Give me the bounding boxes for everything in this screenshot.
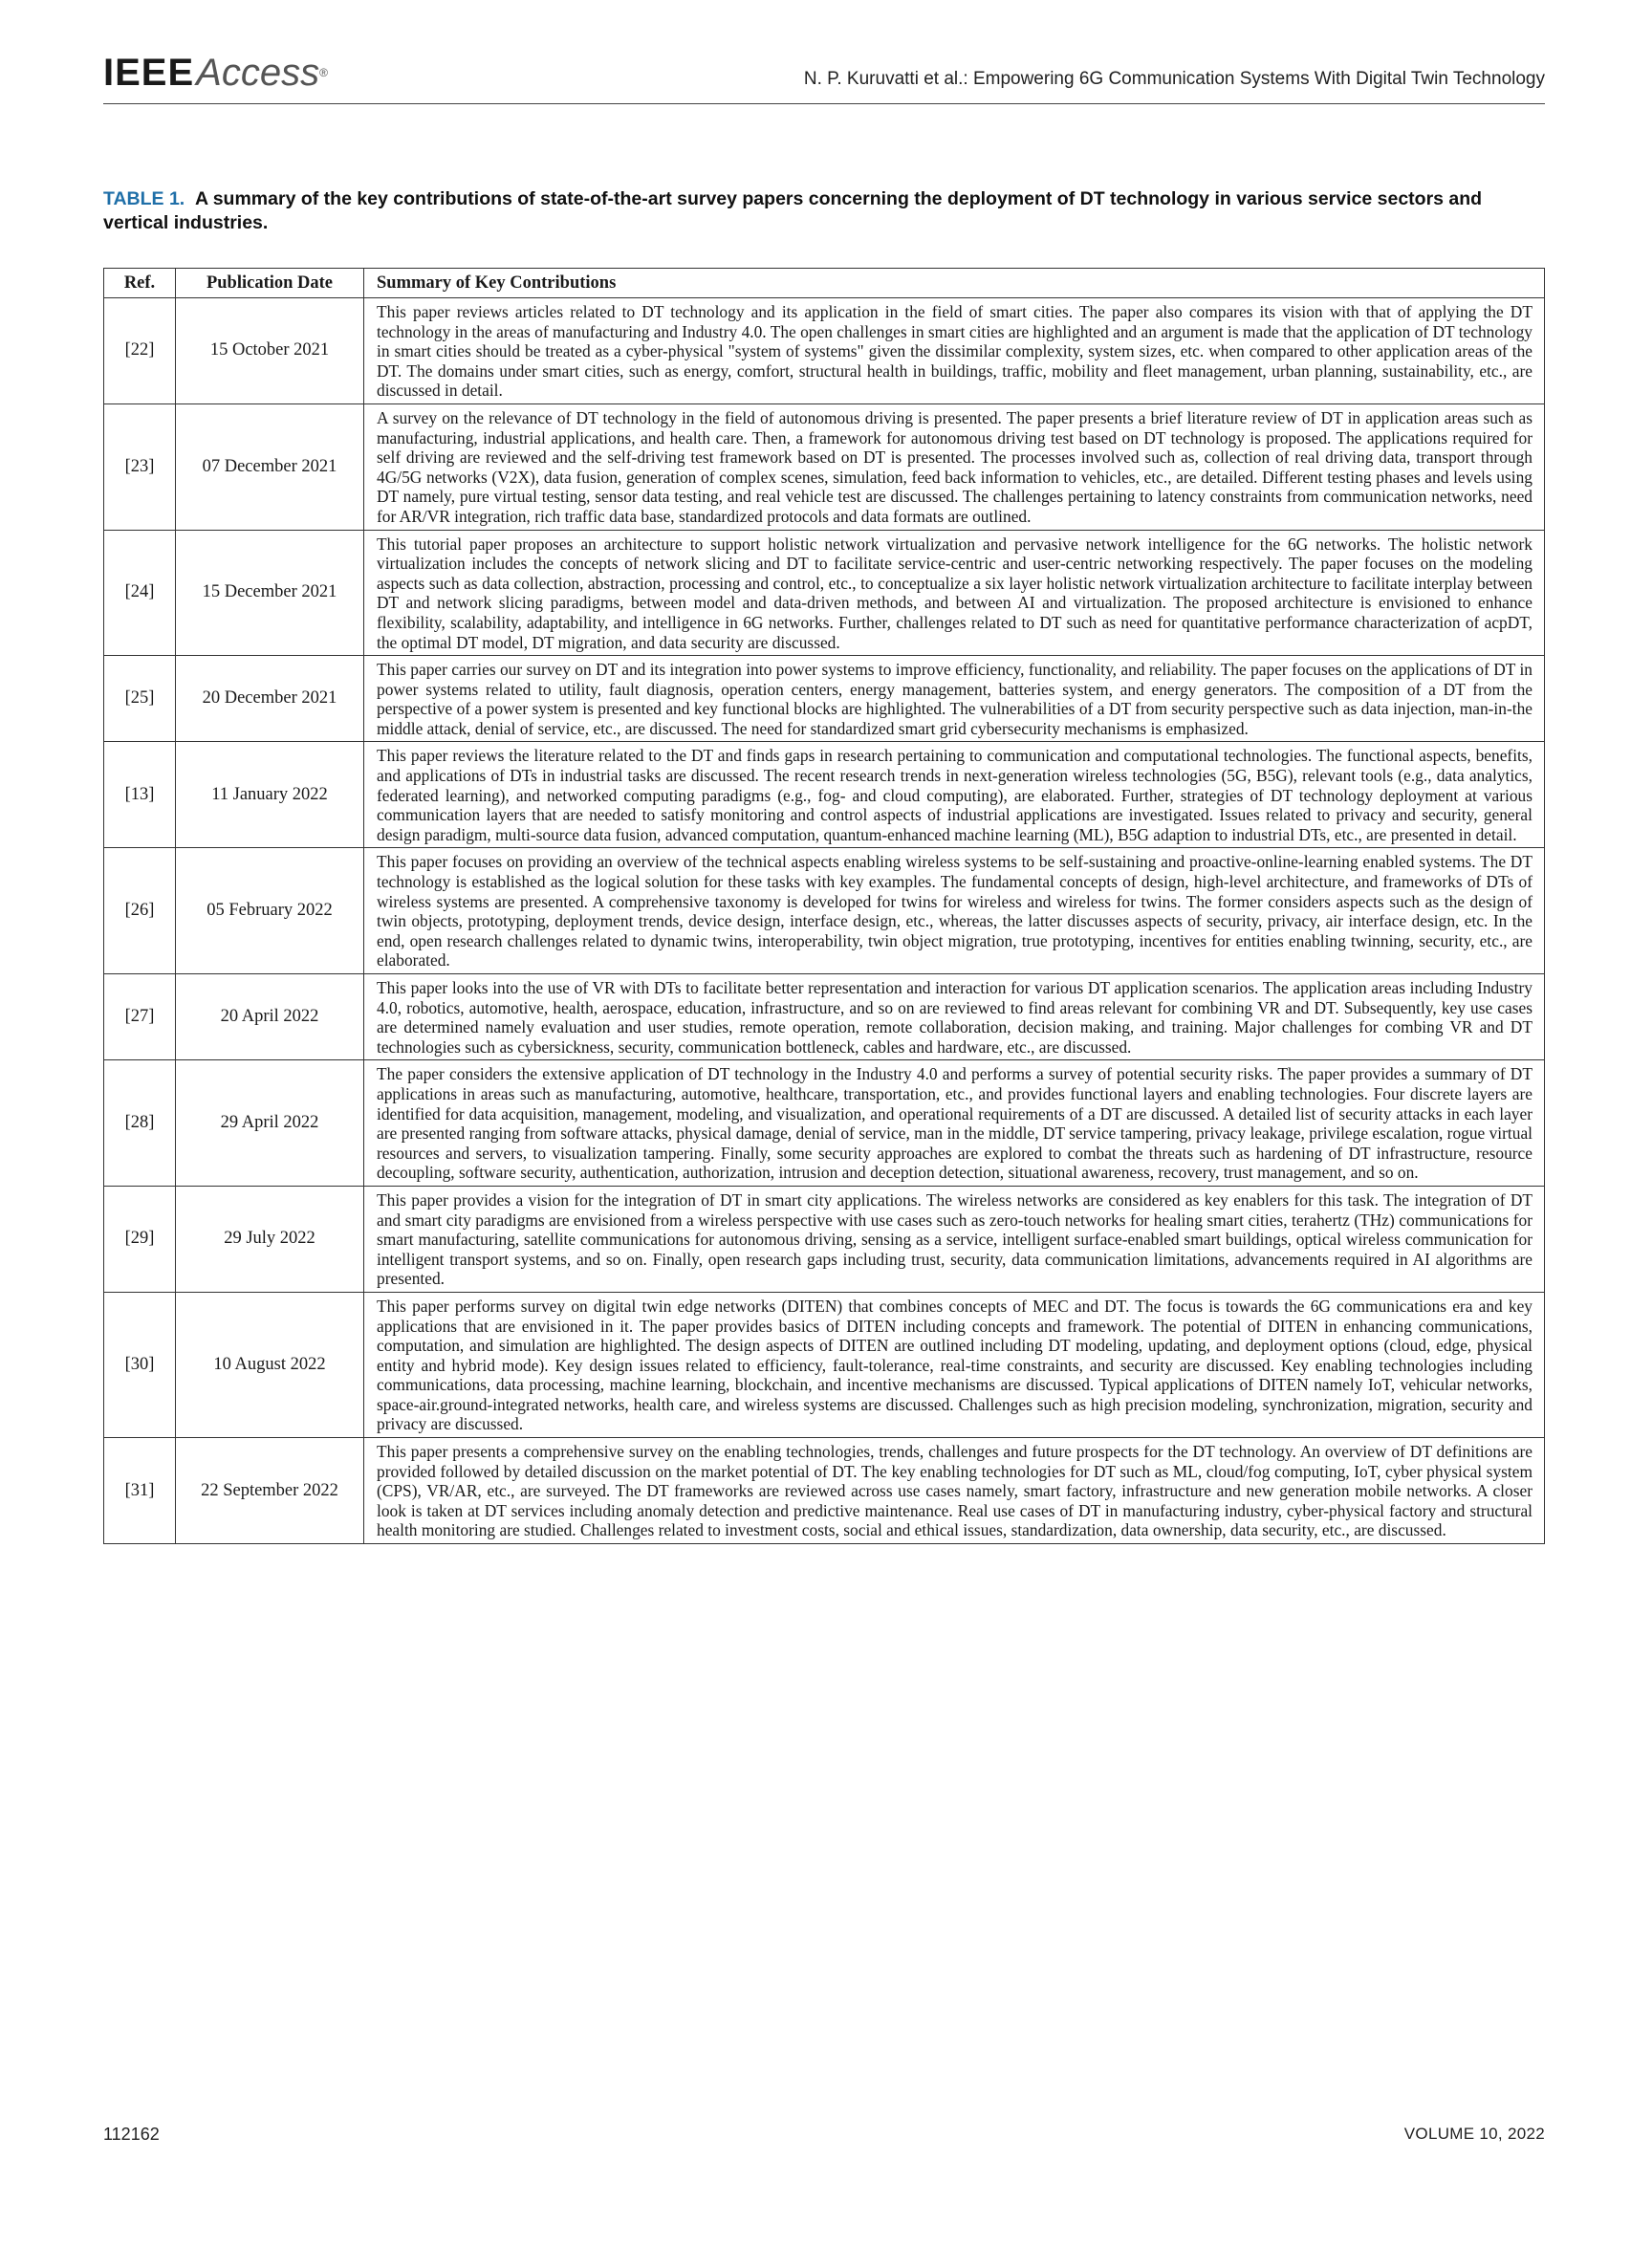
cell-date: 20 December 2021 bbox=[176, 656, 364, 742]
cell-date: 22 September 2022 bbox=[176, 1438, 364, 1544]
cell-summary: This paper performs survey on digital twin edge networks (DITEN) that combines concepts of MEC and DT. The focus is towards the 6G communications era and key applications that are envisioned in it. The paper provides basics of DITEN including concepts and framework. The potential of DITEN in enhancing communications, computation, and simulation are highlighted. The design aspects of DITEN are outlined including DT modeling, updating, and deployment options (cloud, edge, physical entity and hybrid mode). Key design issues related to efficiency, fault-tolerance, real-time constraints, and security are discussed. Key enabling technologies including communications, data processing, machine learning, blockchain, and incentive mechanisms are discussed. Typical applications of DITEN namely IoT, vehicular networks, space-air.ground-integrated networks, health care, and wireless systems are discussed. Challenges such as high precision modeling, synchronization, migration, security and privacy are discussed. bbox=[364, 1292, 1545, 1437]
table-row bbox=[104, 1292, 1545, 1437]
cell-date: 10 August 2022 bbox=[176, 1292, 364, 1437]
cell-summary: This tutorial paper proposes an architecture to support holistic network virtualization and pervasive network intelligence for the 6G networks. The holistic network virtualization includes the concepts of network slicing and DT to facilitate service-centric and user-centric networking respectively. The paper focuses on the modeling aspects such as data collection, abstraction, processing and control, etc., to conceptualize a six layer holistic network virtualization architecture to facilitate interplay between DT and network slicing paradigms, between model and data-driven methods, and between AI and virtualization. The proposed architecture is envisioned to enhance flexibility, scalability, adaptability, and intelligence in 6G networks. Further, challenges related to DT such as need for quantitative performance characterization of acpDT, the optimal DT model, DT migration, and data security are discussed. bbox=[364, 530, 1545, 656]
page-number: 112162 bbox=[103, 2125, 160, 2144]
header-ref: Ref. bbox=[104, 269, 176, 298]
header-publication-date: Publication Date bbox=[176, 269, 364, 298]
cell-date: 20 April 2022 bbox=[176, 974, 364, 1060]
table-row bbox=[104, 742, 1545, 848]
cell-ref: [25] bbox=[104, 656, 176, 742]
cell-summary: The paper considers the extensive application of DT technology in the Industry 4.0 and performs a survey of potential security risks. The paper provides a summary of DT applications in areas such as manufacturing, automotive, healthcare, transportation, etc., and provides functional layers and enabling technologies. Four discrete layers are identified for data acquisition, management, modeling, and visualization, and operational requirements of a DT are discussed. A detailed list of security attacks in each layer are presented ranging from software attacks, physical damage, denial of service, man in the middle, DT service tampering, privacy leakage, privilege escalation, rogue virtual resources and servers, to visualization tampering. Finally, some security approaches are explored to combat the threats such as hardening of DT infrastructure, resource decoupling, software security, authentication, authorization, intrusion and deception detection, situational awareness, recovery, trust management, and so on. bbox=[364, 1060, 1545, 1187]
table-row bbox=[104, 1438, 1545, 1544]
cell-date: 29 April 2022 bbox=[176, 1060, 364, 1187]
cell-summary: A survey on the relevance of DT technology in the field of autonomous driving is presented. The paper presents a brief literature review of DT in application areas such as manufacturing, industrial applications, and health care. Then, a framework for autonomous driving test based on DT technology is proposed. The applications required for self driving are reviewed and the self-driving test framework based on DT is presented. The processes involved such as, collection of real driving data, transport through 4G/5G networks (V2X), data fusion, generation of complex scenes, simulation, feed back information to vehicles, etc., are detailed. Different testing phases and levels using DT namely, pure virtual testing, sensor data testing, and real vehicle test are discussed. The challenges pertaining to latency constraints from communication networks, need for AR/VR integration, rich traffic data base, standardized protocols and data formats are outlined. bbox=[364, 403, 1545, 530]
cell-ref: [13] bbox=[104, 742, 176, 848]
cell-summary: This paper presents a comprehensive survey on the enabling technologies, trends, challenges and future prospects for the DT technology. An overview of DT definitions are provided followed by detailed discussion on the market potential of DT. The key enabling technologies for DT such as ML, cloud/fog computing, IoT, cyber physical system (CPS), VR/AR, etc., are surveyed. The DT frameworks are reviewed across use cases namely, smart factory, infrastructure and new generation mobile networks. A closer look is taken at DT services including anomaly detection and predictive maintenance. Real use cases of DT in manufacturing industry, cyber-physical factory and structural health monitoring are studied. Challenges related to investment costs, social and ethical issues, standardization, data ownership, data security, etc., are discussed. bbox=[364, 1438, 1545, 1544]
logo-ieee-text: IEEE bbox=[103, 52, 195, 94]
table-row bbox=[104, 656, 1545, 742]
cell-date: 11 January 2022 bbox=[176, 742, 364, 848]
cell-ref: [23] bbox=[104, 403, 176, 530]
cell-ref: [22] bbox=[104, 298, 176, 404]
page-header bbox=[103, 50, 1545, 107]
table-header-row bbox=[104, 269, 1545, 298]
summary-table bbox=[103, 268, 1545, 1544]
table-caption bbox=[103, 187, 1545, 235]
cell-ref: [29] bbox=[104, 1186, 176, 1292]
cell-date: 15 December 2021 bbox=[176, 530, 364, 656]
volume-label: VOLUME 10, 2022 bbox=[1403, 2125, 1545, 2143]
table-caption-label: TABLE 1. bbox=[103, 188, 185, 209]
table-row bbox=[104, 974, 1545, 1060]
cell-summary: This paper focuses on providing an overview of the technical aspects enabling wireless systems to be self-sustaining and proactive-online-learning enabled systems. The DT technology is established as the logical solution for these tasks with key examples. The fundamental concepts of design, high-level architecture, and frameworks of DTs of wireless systems are presented. A comprehensive taxonomy is developed for twins for wireless and wireless for twins. The former considers aspects such as the design of twin objects, prototyping, deployment trends, device design, interface design, etc., whereas, the latter discusses aspects of security, privacy, air interface design, etc. In the end, open research challenges related to dynamic twins, interoperability, twin object migration, true prototyping, incentives for entities enabling twinning, security, etc., are elaborated. bbox=[364, 848, 1545, 974]
cell-date: 15 October 2021 bbox=[176, 298, 364, 404]
ieee-access-logo bbox=[103, 50, 328, 96]
cell-summary: This paper looks into the use of VR with DTs to facilitate better representation and interaction for various DT application scenarios. The application areas including Industry 4.0, robotics, automotive, health, aerospace, education, infrastructure, and so on are reviewed to find areas relevant for combining VR and DT. Subsequently, key use cases are determined namely evaluation and user studies, remote operation, remote collaboration, decision making, and training. Major challenges for combing VR and DT technologies such as cybersickness, security, communication bottleneck, cables and hardware, etc., are discussed. bbox=[364, 974, 1545, 1060]
table-caption-text: A summary of the key contributions of state-of-the-art survey papers concerning the deployment of DT technology in various service sectors and vertical industries. bbox=[103, 188, 1483, 233]
cell-ref: [27] bbox=[104, 974, 176, 1060]
cell-summary: This paper reviews the literature related to the DT and finds gaps in research pertaining to communication and computational technologies. The functional aspects, benefits, and applications of DTs in industrial tasks are discussed. The recent research trends in next-generation wireless technologies (5G, B5G), relevant tools (e.g., data analytics, federated learning), and networked computing paradigms (e.g., fog- and cloud computing), are elaborated. Further, strategies of DT technology deployment at various communication layers that are needed to satisfy monitoring and control aspects of industrial applications are investigated. Issues related to privacy and security, general design paradigm, multi-source data fusion, advanced computation, quantum-enhanced machine learning (ML), B5G adaption to industrial DTs, etc., are presented in detail. bbox=[364, 742, 1545, 848]
cell-summary: This paper provides a vision for the integration of DT in smart city applications. The wireless networks are considered as key enablers for this task. The integration of DT and smart city paradigms are envisioned from a wireless perspective with use cases such as zero-touch networks for healing smart cities, terahertz (THz) communications for smart manufacturing, satellite communications for autonomous driving, sensing as a service, intelligent surface-enabled smart buildings, optical wireless communication for intelligent transport systems, and so on. Finally, open research gaps including trust, security, data communication limitations, advancements required in AI algorithms are presented. bbox=[364, 1186, 1545, 1292]
logo-registered-mark: ® bbox=[319, 66, 328, 79]
table-row bbox=[104, 530, 1545, 656]
running-head: N. P. Kuruvatti et al.: Empowering 6G Communication Systems With Digital Twin Technology bbox=[803, 69, 1545, 89]
cell-ref: [26] bbox=[104, 848, 176, 974]
cell-ref: [24] bbox=[104, 530, 176, 656]
logo-access-text: Access bbox=[196, 52, 320, 94]
cell-date: 05 February 2022 bbox=[176, 848, 364, 974]
cell-summary: This paper carries our survey on DT and its integration into power systems to improve efficiency, functionality, and reliability. The paper focuses on the applications of DT in power systems related to utility, fault diagnosis, operation centers, energy management, batteries system, and energy generators. The composition of a DT from the perspective of a power system is presented and key functional blocks are highlighted. The vulnerabilities of a DT from security perspective such as data injection, man-in-the middle attack, denial of service, etc., are discussed. The need for standardized smart grid cybersecurity mechanisms is emphasized. bbox=[364, 656, 1545, 742]
table-row bbox=[104, 298, 1545, 404]
summary-table-wrapper bbox=[103, 268, 1545, 1544]
cell-date: 07 December 2021 bbox=[176, 403, 364, 530]
cell-ref: [30] bbox=[104, 1292, 176, 1437]
table-row bbox=[104, 848, 1545, 974]
cell-ref: [31] bbox=[104, 1438, 176, 1544]
table-row bbox=[104, 403, 1545, 530]
header-summary: Summary of Key Contributions bbox=[364, 269, 1545, 298]
cell-ref: [28] bbox=[104, 1060, 176, 1187]
table-row bbox=[104, 1186, 1545, 1292]
cell-summary: This paper reviews articles related to DT technology and its application in the field of smart cities. The paper also compares its vision with that of applying the DT technology in the areas of manufacturing and Industry 4.0. The open challenges in smart cities are highlighted and an argument is made that the application of DT technology in smart cities should be treated as a cyber-physical "system of systems" given the dissimilar complexity, system sizes, etc. when compared to other application areas of the DT. The domains under smart cities, such as energy, comfort, structural health in buildings, traffic, mobility and fleet management, urban planning, sustainability, etc., are discussed in detail. bbox=[364, 298, 1545, 404]
header-rule bbox=[103, 103, 1545, 104]
cell-date: 29 July 2022 bbox=[176, 1186, 364, 1292]
table-row bbox=[104, 1060, 1545, 1187]
